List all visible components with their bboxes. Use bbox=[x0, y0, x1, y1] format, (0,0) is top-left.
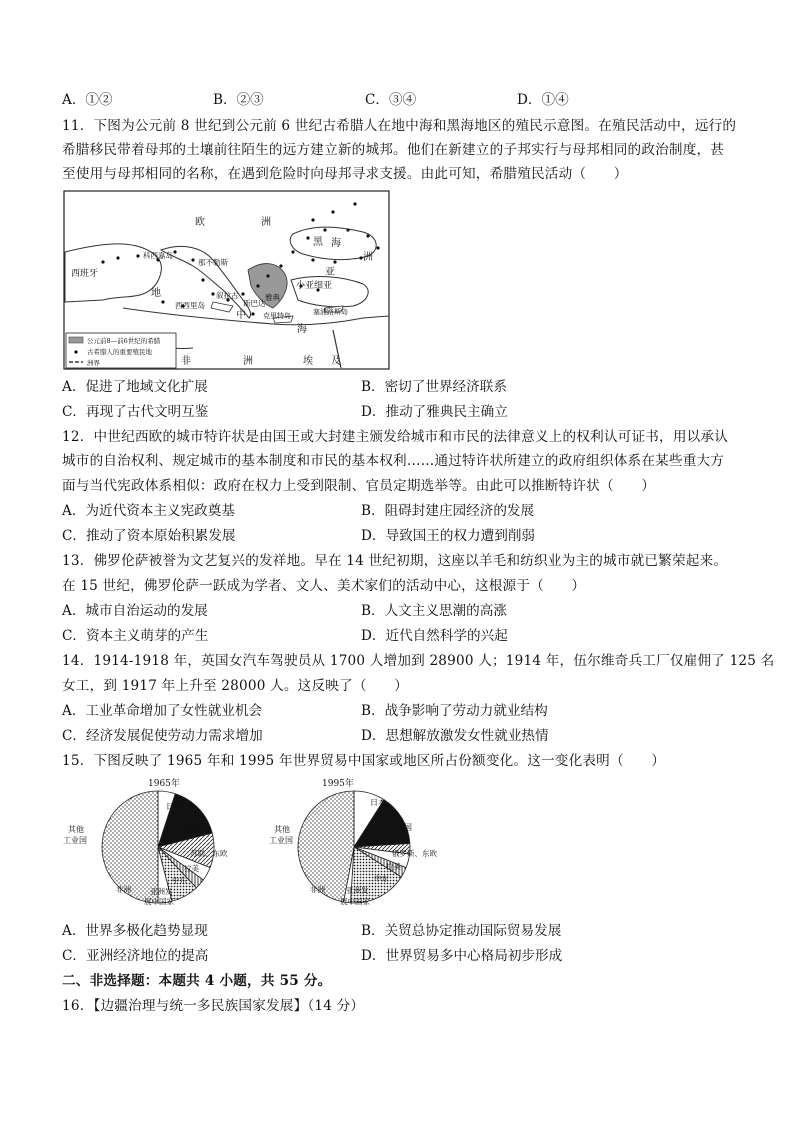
q13-option-c: C．资本主义萌芽的产生 bbox=[62, 628, 209, 644]
map-label: 西西里岛 bbox=[175, 301, 205, 310]
q13-stem-line-2: 在 15 世纪，佛罗伦萨一跃成为学者、文人、美术家们的活动中心，这根源于（ ） bbox=[62, 578, 586, 594]
legend-boundary: 洲界 bbox=[87, 359, 100, 367]
map-label: 叙拉古 bbox=[216, 291, 239, 300]
q16-title: 16．【边疆治理与统一多民族国家发展】（14 分） bbox=[62, 998, 365, 1014]
q10-option-a: A．①② bbox=[62, 92, 113, 108]
legend-greece: 公元前8—前6世纪的希腊 bbox=[87, 337, 161, 345]
pie-1965-label-japan: 日本 bbox=[166, 802, 182, 811]
map-label: 克里特岛 bbox=[263, 312, 291, 320]
map-label: 洲 bbox=[261, 217, 271, 228]
q10-option-b: B．②③ bbox=[213, 92, 264, 108]
q15-option-b: B．关贸总协定推动国际贸易发展 bbox=[361, 923, 562, 939]
map-label: 海 bbox=[297, 324, 307, 335]
pie-1965-label-usa: 美国 bbox=[184, 822, 200, 831]
map-label: 欧 bbox=[195, 217, 205, 228]
q12-option-c: C．推动了资本原始积累发展 bbox=[62, 528, 236, 544]
q12-stem-line-2: 城市的自治权利、规定城市的基本制度和市民的基本权利……通过特许状所建立的政府组织体系在某些重大方 bbox=[62, 453, 725, 469]
pie-1995-year: 1995年 bbox=[322, 779, 354, 789]
map-label: 中 bbox=[236, 310, 246, 321]
q11-option-c: C．再现了古代文明互鉴 bbox=[62, 404, 209, 420]
q14-stem-line-2: 女工，到 1917 年上升至 28000 人。这反映了（ ） bbox=[62, 678, 409, 694]
pie-1995-label-other-2: 工业国 bbox=[269, 836, 293, 845]
q15-option-d: D．世界贸易多中心格局初步形成 bbox=[361, 948, 563, 964]
pie-1965-label-latam: 拉美 bbox=[184, 864, 199, 873]
q11-option-b: B．密切了世界经济联系 bbox=[361, 379, 507, 395]
q11-option-a: A．促进了地域文化扩展 bbox=[62, 379, 208, 395]
pie-1995-label-asia-2: 展中国家 bbox=[340, 897, 370, 906]
pie-1965-label-africa: 非洲 bbox=[116, 885, 131, 894]
q13-option-a: A．城市自治运动的发展 bbox=[62, 603, 208, 619]
map-label: 雅典 bbox=[265, 293, 280, 302]
pie-1995-label-other: 其他 bbox=[274, 825, 290, 834]
pie-1995-label-asia: 亚洲发 bbox=[346, 886, 369, 895]
q12-stem-line-3: 面与当代宪政体系相似：政府在权力上受到限制、官员定期选举等。由此可以推断特许状（ ） bbox=[62, 478, 656, 494]
q14-option-c: C．经济发展促使劳动力需求增加 bbox=[62, 728, 263, 744]
q14-option-a: A．工业革命增加了女性就业机会 bbox=[62, 703, 263, 719]
pie-1965-label-asia-2: 展中国家 bbox=[144, 897, 174, 906]
q14-option-d: D．思想解放激发女性就业热情 bbox=[361, 728, 549, 744]
q12-stem-line-1: 12．中世纪西欧的城市特许状是由国王或大封建主颁发给城市和市民的法律意义上的权利认可证书，用以承认 bbox=[62, 429, 728, 445]
q15-option-c: C．亚洲经济地位的提高 bbox=[62, 948, 209, 964]
greek-colonization-map bbox=[63, 190, 390, 370]
map-label: 洲 bbox=[243, 356, 253, 367]
map-label: 海 bbox=[331, 238, 341, 249]
trade-share-pie-charts bbox=[62, 774, 457, 920]
q13-option-d: D．近代自然科学的兴起 bbox=[361, 628, 508, 644]
section-2-heading: 二、非选择题：本题共 4 小题，共 55 分。 bbox=[62, 973, 332, 989]
pie-1965-label-other-2: 工业国 bbox=[63, 836, 87, 845]
pie-1995-label-russia: 俄罗斯、东欧 bbox=[392, 849, 437, 858]
q12-option-d: D．导致国王的权力遭到削弱 bbox=[361, 528, 536, 544]
q11-stem-line-1: 11．下图为公元前 8 世纪到公元前 6 世纪古希腊人在地中海和黑海地区的殖民示意图。在殖民活动中，远行的 bbox=[62, 118, 737, 134]
map-label: 西班牙 bbox=[71, 269, 99, 279]
map-label: 洲 bbox=[363, 252, 373, 263]
q13-stem-line-1: 13．佛罗伦萨被誉为文艺复兴的发祥地。早在 14 世纪初期，这座以羊毛和纺织业为主的城市就已繁荣起来。 bbox=[62, 553, 728, 569]
pie-1965-year: 1965年 bbox=[148, 779, 180, 789]
pie-1995-label-mideast: 中东 bbox=[374, 874, 389, 883]
pie-1995-label-latam: 拉美 bbox=[386, 862, 401, 871]
pie-1995-label-africa: 非洲 bbox=[310, 885, 325, 894]
map-label: 非 bbox=[181, 356, 191, 367]
pie-1965-label-ussr: 苏联、东欧 bbox=[190, 849, 228, 858]
pie-1965-label-asia: 亚洲发 bbox=[150, 887, 173, 896]
map-label: 科西嘉岛 bbox=[143, 251, 173, 260]
map-label: 亚 bbox=[325, 267, 335, 278]
q14-option-b: B．战争影响了劳动力就业结构 bbox=[361, 703, 548, 719]
q14-stem-line-1: 14．1914-1918 年，英国女汽车驾驶员从 1700 人增加到 28900 人；1914 年，伍尔维奇兵工厂仅雇佣了 125 名 bbox=[62, 653, 775, 669]
q15-option-a: A．世界多极化趋势显现 bbox=[62, 923, 208, 939]
q12-option-b: B．阻碍封建庄园经济的发展 bbox=[361, 503, 535, 519]
q11-option-d: D．推动了雅典民主确立 bbox=[361, 404, 508, 420]
map-label: 及 bbox=[331, 356, 341, 367]
pie-1995-label-usa: 美国 bbox=[396, 823, 412, 832]
q11-stem-line-2: 希腊移民带着母邦的土壤前往陌生的远方建立新的城邦。他们在新建立的子邦实行与母邦相同的政治制度，甚 bbox=[62, 142, 725, 158]
map-label: 黑 bbox=[313, 237, 323, 248]
q11-stem-line-3: 至使用与母邦相同的名称，在遇到危险时向母邦寻求支援。由此可知，希腊殖民活动（ ） bbox=[62, 166, 628, 182]
pie-1965-label-mideast: 中东 bbox=[172, 876, 187, 885]
q12-option-a: A．为近代资本主义宪政奠基 bbox=[62, 503, 235, 519]
map-label: 那不勒斯 bbox=[198, 258, 228, 267]
map-label: 地 bbox=[151, 288, 161, 299]
q13-option-b: B．人文主义思潮的高涨 bbox=[361, 603, 507, 619]
legend-colony: 古希腊人的重要殖民地 bbox=[87, 348, 152, 356]
pie-1965-label-other: 其他 bbox=[68, 825, 84, 834]
map-label: 斯巴达 bbox=[243, 299, 266, 308]
pie-1995-label-japan: 日本 bbox=[370, 798, 386, 807]
map-label: 小亚细亚 bbox=[296, 281, 333, 291]
q10-option-d: D．①④ bbox=[517, 92, 569, 108]
q15-stem-line-1: 15．下图反映了 1965 年和 1995 年世界贸易中国家或地区所占份额变化。这一变化表明（ ） bbox=[62, 753, 666, 769]
q10-option-c: C．③④ bbox=[365, 92, 417, 108]
map-label: 埃 bbox=[303, 356, 313, 367]
map-label: 塞浦路斯岛 bbox=[313, 308, 348, 316]
